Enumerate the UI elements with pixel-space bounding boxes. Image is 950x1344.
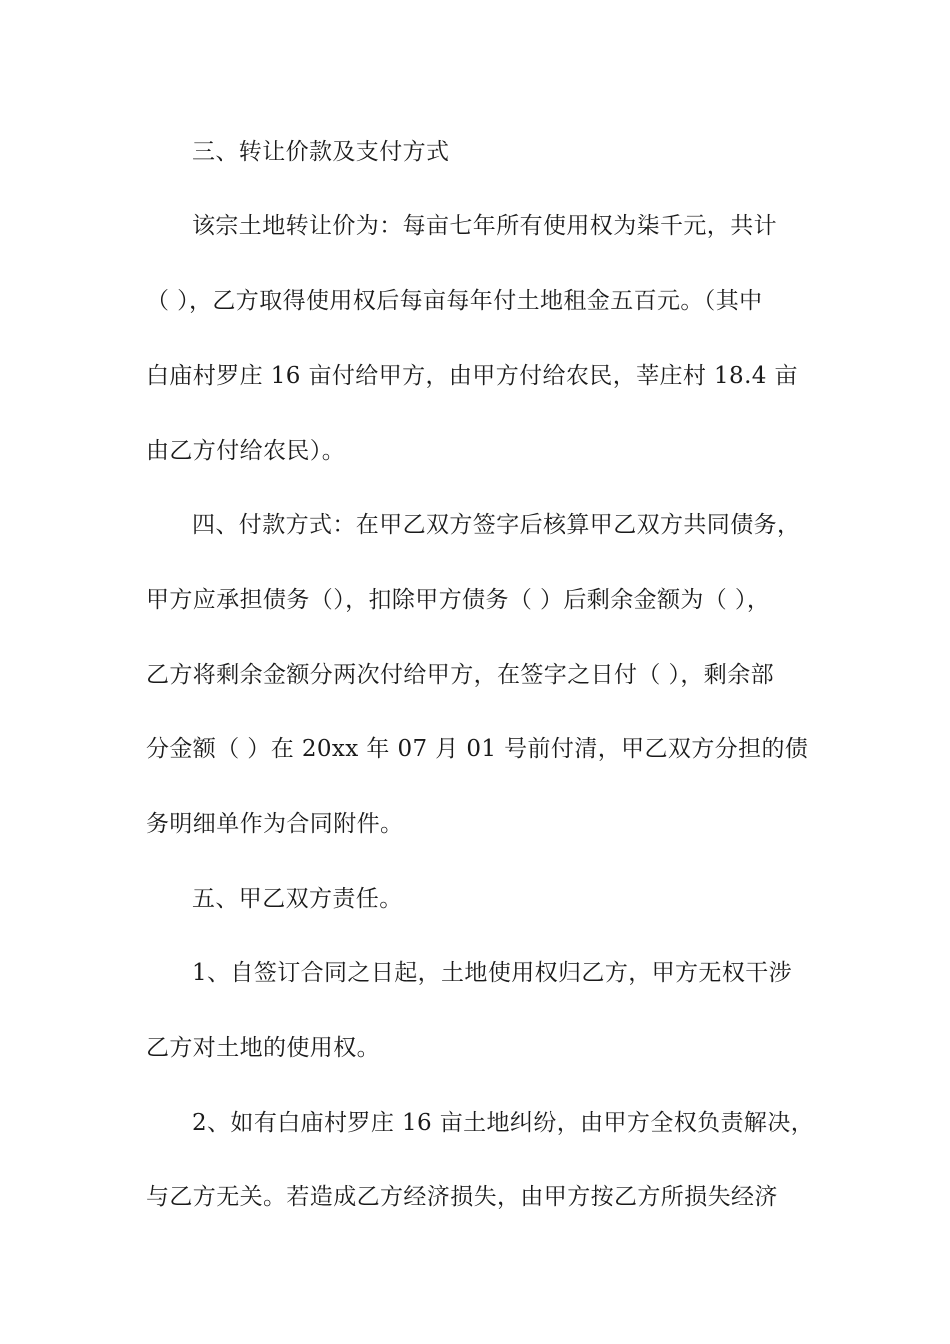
section-heading-payment-method: 四、付款方式：在甲乙双方签字后核算甲乙双方共同债务， <box>192 512 801 538</box>
paragraph-line: 分金额（ ）在 20xx 年 07 月 01 号前付清，甲乙双方分担的债 <box>146 736 809 762</box>
paragraph-line: 由乙方付给农民）。 <box>146 438 346 464</box>
paragraph-line: 务明细单作为合同附件。 <box>146 811 404 837</box>
clause-item-1: 1、自签订合同之日起，土地使用权归乙方，甲方无权干涉 <box>192 960 793 986</box>
paragraph-line: 乙方将剩余金额分两次付给甲方，在签字之日付（ ），剩余部 <box>146 662 775 688</box>
clause-item-2: 2、如有白庙村罗庄 16 亩土地纠纷，由甲方全权负责解决， <box>192 1110 815 1136</box>
section-heading-transfer-price: 三、转让价款及支付方式 <box>192 139 450 165</box>
paragraph-line: 白庙村罗庄 16 亩付给甲方，由甲方付给农民，莘庄村 18.4 亩 <box>146 363 798 389</box>
paragraph-line: （ ），乙方取得使用权后每亩每年付土地租金五百元。（其中 <box>146 288 763 314</box>
paragraph-line: 与乙方无关。若造成乙方经济损失，由甲方按乙方所损失经济 <box>146 1184 778 1210</box>
paragraph-line: 该宗土地转让价为：每亩七年所有使用权为柒千元，共计 <box>192 213 777 239</box>
paragraph-line: 乙方对土地的使用权。 <box>146 1035 380 1061</box>
paragraph-line: 甲方应承担债务（），扣除甲方债务（ ）后剩余金额为（ ）， <box>146 587 771 613</box>
section-heading-responsibilities: 五、甲乙双方责任。 <box>192 886 403 912</box>
